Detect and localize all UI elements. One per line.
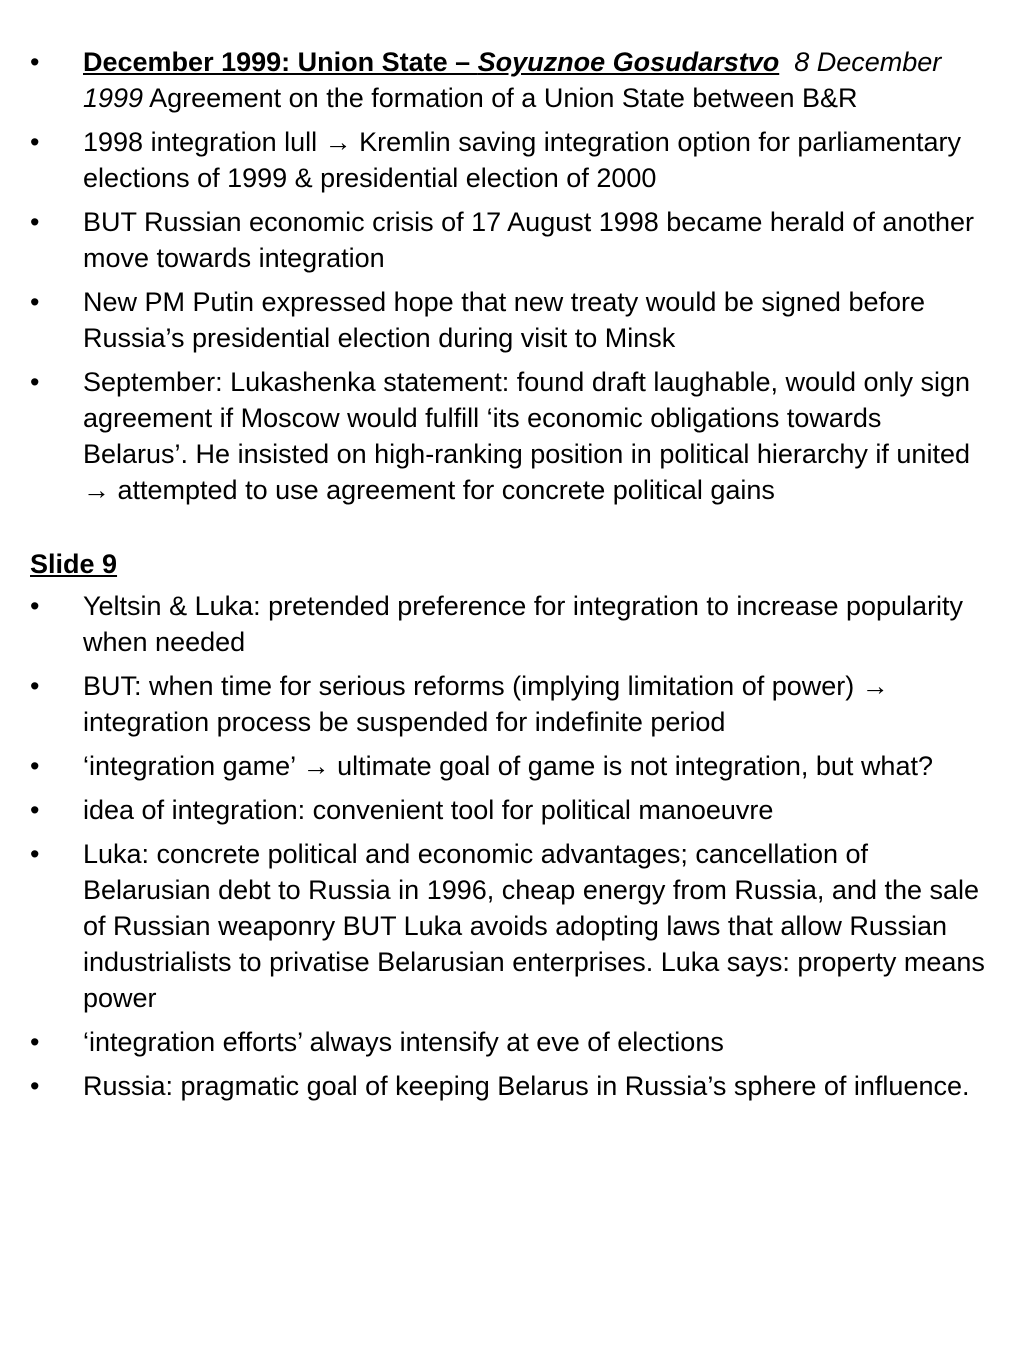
bullet-icon: • [30, 127, 40, 157]
list-item [30, 836, 990, 1016]
list-item [30, 124, 990, 196]
section-heading: Slide 9 [30, 549, 118, 579]
union-state-name: Soyuznoe Gosudarstvo [477, 47, 780, 77]
bullet-list-slide-9 [30, 588, 990, 1104]
list-item-text: September: Lukashenka statement: found draft laughable, would only sign agreement if Moscow would fulfill ‘its economic obligations towards Belarus’. He insisted on high-ranking position in political hierarchy if united → attempted to use agreement for concrete political gains [83, 367, 971, 505]
list-item [30, 668, 990, 740]
bullet-icon: • [30, 1027, 40, 1057]
bullet-icon: • [30, 751, 40, 781]
bullet-icon: • [30, 47, 40, 77]
bullet-icon: • [30, 1071, 40, 1101]
bullet-icon: • [30, 591, 40, 621]
bullet-icon: • [30, 367, 40, 397]
list-item [30, 1024, 990, 1060]
list-item [30, 1068, 990, 1104]
bullet-icon: • [30, 207, 40, 237]
bullet-icon: • [30, 671, 40, 701]
list-item-text: Luka: concrete political and economic advantages; cancellation of Belarusian debt to Russia in 1996, cheap energy from Russia, and the sale of Russian weaponry BUT Luka avoids adopting laws that allow Russian industrialists to privatise Belarusian enterprises. Luka says: property means power [83, 839, 985, 1013]
list-item [30, 204, 990, 276]
list-item [30, 748, 990, 784]
agreement-date: 8 December 1999 [83, 47, 942, 113]
list-item-text: ‘integration game’ → ultimate goal of game is not integration, but what? [83, 751, 933, 781]
list-item-text: idea of integration: convenient tool for political manoeuvre [83, 795, 774, 825]
list-item [30, 792, 990, 828]
bullet-icon: • [30, 287, 40, 317]
list-item-text: 1998 integration lull → Kremlin saving integration option for parliamentary elections of 1999 & presidential election of 2000 [83, 127, 961, 193]
bullet-list-top [30, 44, 990, 508]
union-state-heading: December 1999: Union State – [83, 47, 478, 77]
list-item-text: ‘integration efforts’ always intensify at eve of elections [83, 1027, 724, 1057]
document-body [30, 44, 990, 1112]
list-item-text: BUT: when time for serious reforms (implying limitation of power) → integration process be suspended for indefinite period [83, 671, 889, 737]
bullet-icon: • [30, 839, 40, 869]
list-item-text: BUT Russian economic crisis of 17 August 1998 became herald of another move towards integration [83, 207, 974, 273]
list-item [30, 44, 990, 116]
list-item-text: Russia: pragmatic goal of keeping Belarus in Russia’s sphere of influence. [83, 1071, 970, 1101]
agreement-text: Agreement on the formation of a Union State between B&R [143, 83, 858, 113]
list-item-text: New PM Putin expressed hope that new treaty would be signed before Russia’s presidential election during visit to Minsk [83, 287, 925, 353]
bullet-icon: • [30, 795, 40, 825]
list-item [30, 284, 990, 356]
list-item [30, 588, 990, 660]
list-item [30, 364, 990, 508]
list-item-text: Yeltsin & Luka: pretended preference for integration to increase popularity when needed [83, 591, 964, 657]
